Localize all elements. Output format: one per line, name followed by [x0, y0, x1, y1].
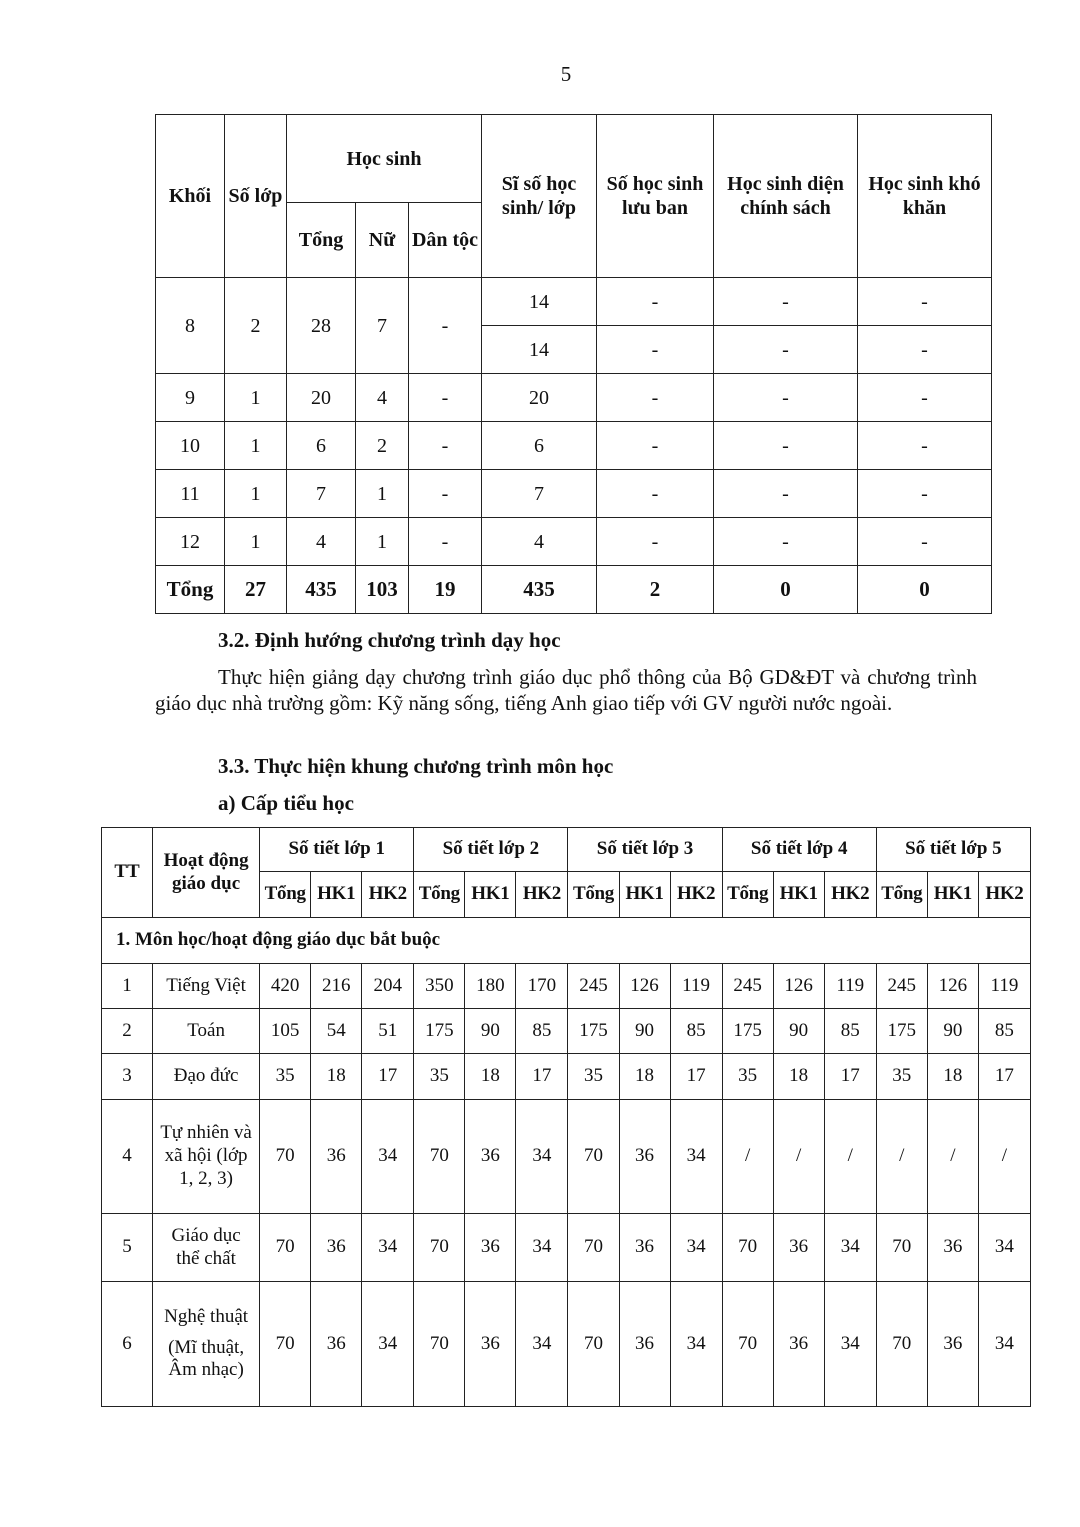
cell-chinh-sach: - — [714, 518, 858, 566]
cell-subject — [153, 1282, 260, 1407]
section-3-2-text: Thực hiện giảng dạy chương trình giáo dục phổ thông của Bộ GD&ĐT và chương trình giáo dục nhà trường gồm: Kỹ năng sống, tiếng Anh giao tiếp với GV người nước ngoài. — [155, 665, 977, 715]
cell-value: 70 — [568, 1214, 619, 1282]
cell-si-so: 20 — [482, 374, 597, 422]
cell-khoi: 9 — [156, 374, 225, 422]
subject-name: Giáo dục thể chất — [171, 1224, 241, 1269]
cell-chinh-sach: - — [714, 326, 858, 374]
cell-value: 70 — [260, 1100, 311, 1214]
cell-tt: 2 — [102, 1009, 153, 1054]
table-row — [156, 470, 992, 518]
header-si-so: Sĩ số học sinh/ lớp — [482, 115, 597, 278]
header-so-lop: Số lớp — [225, 115, 287, 278]
cell-value: 90 — [619, 1009, 670, 1054]
cell-kho-khan: - — [858, 374, 992, 422]
cell-value: 175 — [722, 1009, 773, 1054]
cell-value: 70 — [414, 1214, 465, 1282]
section-3-2-heading: 3.2. Định hướng chương trình dạy học — [218, 628, 561, 652]
cell-subject — [153, 1054, 260, 1100]
cell-value: 85 — [978, 1009, 1030, 1054]
cell-value: 70 — [722, 1214, 773, 1282]
cell-value: 36 — [465, 1214, 516, 1282]
cell-si-so: 4 — [482, 518, 597, 566]
cell-value: 175 — [568, 1009, 619, 1054]
cell-value: 180 — [465, 964, 516, 1009]
cell-value: 34 — [824, 1214, 876, 1282]
cell-value: 36 — [465, 1100, 516, 1214]
table-row — [102, 1009, 1031, 1054]
cell-value: 36 — [927, 1282, 978, 1407]
cell-so-lop: 1 — [225, 470, 287, 518]
subheader-grade-5-hk1: HK1 — [927, 872, 978, 918]
header-dien-chinh-sach: Học sinh diện chính sách — [714, 115, 858, 278]
cell-value: 70 — [260, 1214, 311, 1282]
header-grade-2: Số tiết lớp 2 — [414, 828, 568, 872]
cell-si-so: 14 — [482, 326, 597, 374]
subheader-grade-2-tong: Tổng — [414, 872, 465, 918]
cell-value: / — [978, 1100, 1030, 1214]
subject-name: Toán — [187, 1019, 225, 1041]
cell-tong: 4 — [287, 518, 356, 566]
cell-tong: 20 — [287, 374, 356, 422]
table-row — [102, 1214, 1031, 1282]
cell-value: 34 — [516, 1282, 568, 1407]
cell-tt: 4 — [102, 1100, 153, 1214]
table-row — [102, 1054, 1031, 1100]
cell-dan-toc: 19 — [409, 566, 482, 614]
cell-value: 245 — [876, 964, 927, 1009]
cell-kho-khan: 0 — [858, 566, 992, 614]
cell-khoi: 8 — [156, 278, 225, 374]
cell-value: 420 — [260, 964, 311, 1009]
cell-tong: 6 — [287, 422, 356, 470]
subheader-grade-4-hk2: HK2 — [824, 872, 876, 918]
cell-subject — [153, 964, 260, 1009]
cell-value: 119 — [824, 964, 876, 1009]
header-kho-khan: Học sinh khó khăn — [858, 115, 992, 278]
subheader-grade-1-hk2: HK2 — [362, 872, 414, 918]
subject-name: Đạo đức — [173, 1065, 239, 1087]
header-grade-3: Số tiết lớp 3 — [568, 828, 722, 872]
cell-subject — [153, 1009, 260, 1054]
cell-value: / — [876, 1100, 927, 1214]
cell-value: 54 — [311, 1009, 362, 1054]
header-grade-4: Số tiết lớp 4 — [722, 828, 876, 872]
cell-value: 36 — [311, 1214, 362, 1282]
header-hoat-dong: Hoạt động giáo dục — [153, 828, 260, 918]
header-grade-1: Số tiết lớp 1 — [260, 828, 414, 872]
cell-tt: 3 — [102, 1054, 153, 1100]
header-nu: Nữ — [356, 203, 409, 278]
cell-subject — [153, 1214, 260, 1282]
header-dan-toc: Dân tộc — [409, 203, 482, 278]
cell-chinh-sach: 0 — [714, 566, 858, 614]
cell-chinh-sach: - — [714, 422, 858, 470]
cell-value: 36 — [773, 1214, 824, 1282]
cell-nu: 7 — [356, 278, 409, 374]
cell-chinh-sach: - — [714, 470, 858, 518]
table-row — [156, 278, 992, 326]
cell-value: 175 — [414, 1009, 465, 1054]
cell-value: 36 — [927, 1214, 978, 1282]
cell-value: 36 — [619, 1214, 670, 1282]
cell-value: / — [722, 1100, 773, 1214]
cell-value: 36 — [465, 1282, 516, 1407]
curriculum-table — [101, 827, 1031, 1407]
cell-value: 36 — [619, 1100, 670, 1214]
cell-value: 36 — [311, 1100, 362, 1214]
subheader-grade-2-hk1: HK1 — [465, 872, 516, 918]
cell-value: 90 — [773, 1009, 824, 1054]
cell-value: 17 — [362, 1054, 414, 1100]
table-row — [102, 964, 1031, 1009]
cell-value: 70 — [722, 1282, 773, 1407]
cell-si-so: 6 — [482, 422, 597, 470]
subject-name: Nghệ thuật — [164, 1305, 249, 1327]
cell-luu-ban: - — [597, 278, 714, 326]
cell-value: 17 — [670, 1054, 722, 1100]
section-label: 1. Môn học/hoạt động giáo dục bắt buộc — [102, 918, 1031, 964]
subheader-grade-5-tong: Tổng — [876, 872, 927, 918]
cell-si-so: 14 — [482, 278, 597, 326]
cell-si-so: 435 — [482, 566, 597, 614]
subheader-grade-1-hk1: HK1 — [311, 872, 362, 918]
cell-value: 17 — [824, 1054, 876, 1100]
subject-name-extra: (Mĩ thuật, Âm nhạc) — [168, 1336, 245, 1381]
cell-value: 35 — [260, 1054, 311, 1100]
cell-value: 126 — [927, 964, 978, 1009]
header-tong: Tổng — [287, 203, 356, 278]
cell-value: 105 — [260, 1009, 311, 1054]
cell-so-lop: 1 — [225, 374, 287, 422]
cell-value: 34 — [516, 1100, 568, 1214]
cell-dan-toc: - — [409, 374, 482, 422]
cell-value: 85 — [824, 1009, 876, 1054]
cell-value: 34 — [824, 1282, 876, 1407]
header-grade-5: Số tiết lớp 5 — [876, 828, 1030, 872]
cell-luu-ban: - — [597, 326, 714, 374]
cell-value: 18 — [773, 1054, 824, 1100]
cell-value: 85 — [670, 1009, 722, 1054]
cell-value: 17 — [516, 1054, 568, 1100]
cell-khoi: 12 — [156, 518, 225, 566]
subject-name: Tự nhiên và xã hội (lớp 1, 2, 3) — [160, 1122, 252, 1189]
table-row — [156, 374, 992, 422]
cell-value: 85 — [516, 1009, 568, 1054]
cell-nu: 1 — [356, 470, 409, 518]
cell-value: 70 — [260, 1282, 311, 1407]
cell-value: 70 — [876, 1282, 927, 1407]
cell-luu-ban: - — [597, 422, 714, 470]
cell-value: 18 — [311, 1054, 362, 1100]
cell-kho-khan: - — [858, 422, 992, 470]
subject-name: Tiếng Việt — [166, 974, 246, 996]
cell-nu: 4 — [356, 374, 409, 422]
cell-value: 36 — [773, 1282, 824, 1407]
cell-value: / — [927, 1100, 978, 1214]
cell-luu-ban: 2 — [597, 566, 714, 614]
cell-value: 70 — [414, 1100, 465, 1214]
cell-value: 70 — [568, 1100, 619, 1214]
table-row — [102, 1100, 1031, 1214]
cell-nu: 1 — [356, 518, 409, 566]
cell-value: 70 — [568, 1282, 619, 1407]
cell-so-lop: 1 — [225, 422, 287, 470]
total-row — [156, 566, 992, 614]
subheader-grade-3-hk1: HK1 — [619, 872, 670, 918]
cell-luu-ban: - — [597, 470, 714, 518]
section-3-3-subheading: a) Cấp tiểu học — [218, 791, 354, 815]
cell-value: 18 — [465, 1054, 516, 1100]
cell-value: 119 — [978, 964, 1030, 1009]
cell-kho-khan: - — [858, 326, 992, 374]
cell-kho-khan: - — [858, 518, 992, 566]
cell-value: 204 — [362, 964, 414, 1009]
cell-value: 216 — [311, 964, 362, 1009]
student-statistics-table — [155, 114, 992, 614]
cell-so-lop: 1 — [225, 518, 287, 566]
cell-value: 34 — [516, 1214, 568, 1282]
cell-value: 126 — [619, 964, 670, 1009]
cell-value: 245 — [568, 964, 619, 1009]
cell-so-lop: 27 — [225, 566, 287, 614]
cell-khoi: Tổng — [156, 566, 225, 614]
cell-subject — [153, 1100, 260, 1214]
cell-value: 126 — [773, 964, 824, 1009]
cell-kho-khan: - — [858, 470, 992, 518]
cell-value: / — [824, 1100, 876, 1214]
cell-value: 70 — [414, 1282, 465, 1407]
cell-tt: 1 — [102, 964, 153, 1009]
cell-chinh-sach: - — [714, 278, 858, 326]
cell-dan-toc: - — [409, 470, 482, 518]
cell-tong: 28 — [287, 278, 356, 374]
subheader-grade-1-tong: Tổng — [260, 872, 311, 918]
subheader-grade-4-tong: Tổng — [722, 872, 773, 918]
cell-value: 70 — [876, 1214, 927, 1282]
cell-tong: 435 — [287, 566, 356, 614]
cell-dan-toc: - — [409, 518, 482, 566]
table-row — [156, 422, 992, 470]
cell-dan-toc: - — [409, 422, 482, 470]
cell-value: 34 — [978, 1214, 1030, 1282]
subheader-grade-3-hk2: HK2 — [670, 872, 722, 918]
cell-luu-ban: - — [597, 518, 714, 566]
cell-nu: 103 — [356, 566, 409, 614]
cell-value: 34 — [362, 1214, 414, 1282]
cell-khoi: 11 — [156, 470, 225, 518]
cell-luu-ban: - — [597, 374, 714, 422]
cell-value: 170 — [516, 964, 568, 1009]
subheader-grade-4-hk1: HK1 — [773, 872, 824, 918]
cell-value: 35 — [722, 1054, 773, 1100]
subheader-grade-2-hk2: HK2 — [516, 872, 568, 918]
cell-so-lop: 2 — [225, 278, 287, 374]
header-hoc-sinh: Học sinh — [287, 115, 482, 203]
cell-tt: 6 — [102, 1282, 153, 1407]
cell-value: / — [773, 1100, 824, 1214]
cell-value: 175 — [876, 1009, 927, 1054]
header-luu-ban: Số học sinh lưu ban — [597, 115, 714, 278]
cell-value: 34 — [670, 1282, 722, 1407]
cell-tt: 5 — [102, 1214, 153, 1282]
cell-value: 35 — [568, 1054, 619, 1100]
cell-value: 119 — [670, 964, 722, 1009]
cell-value: 90 — [927, 1009, 978, 1054]
cell-value: 35 — [414, 1054, 465, 1100]
cell-dan-toc: - — [409, 278, 482, 374]
cell-value: 90 — [465, 1009, 516, 1054]
cell-value: 18 — [619, 1054, 670, 1100]
cell-value: 35 — [876, 1054, 927, 1100]
cell-kho-khan: - — [858, 278, 992, 326]
cell-value: 34 — [670, 1214, 722, 1282]
cell-value: 245 — [722, 964, 773, 1009]
table-row — [156, 518, 992, 566]
cell-chinh-sach: - — [714, 374, 858, 422]
subheader-grade-5-hk2: HK2 — [978, 872, 1030, 918]
subheader-grade-3-tong: Tổng — [568, 872, 619, 918]
cell-value: 36 — [311, 1282, 362, 1407]
section-3-3-heading: 3.3. Thực hiện khung chương trình môn học — [218, 754, 614, 778]
cell-value: 17 — [978, 1054, 1030, 1100]
cell-value: 34 — [978, 1282, 1030, 1407]
cell-value: 34 — [362, 1100, 414, 1214]
cell-value: 34 — [362, 1282, 414, 1407]
header-tt: TT — [102, 828, 153, 918]
cell-khoi: 10 — [156, 422, 225, 470]
cell-value: 18 — [927, 1054, 978, 1100]
table-row — [102, 1282, 1031, 1407]
cell-nu: 2 — [356, 422, 409, 470]
cell-tong: 7 — [287, 470, 356, 518]
cell-value: 34 — [670, 1100, 722, 1214]
cell-value: 51 — [362, 1009, 414, 1054]
header-khoi: Khối — [156, 115, 225, 278]
page-number: 5 — [560, 62, 572, 86]
cell-value: 36 — [619, 1282, 670, 1407]
cell-value: 350 — [414, 964, 465, 1009]
cell-si-so: 7 — [482, 470, 597, 518]
